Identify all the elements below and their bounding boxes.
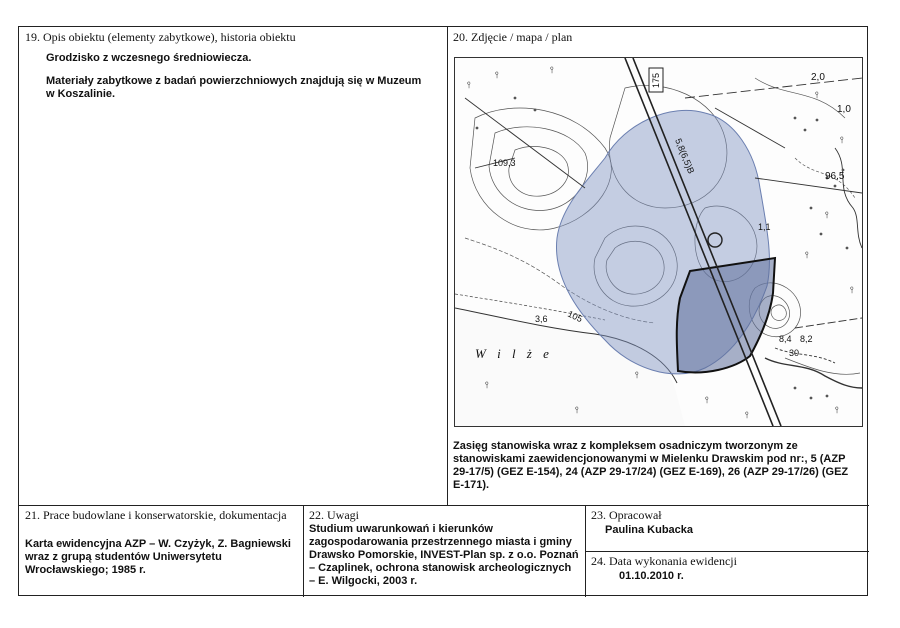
- author-heading: 23. Opracował: [591, 508, 662, 522]
- elevation-label: 96,5: [825, 171, 845, 182]
- documentation-cell: [19, 505, 303, 597]
- photo-map-cell: [447, 27, 869, 505]
- documentation-text: Karta ewidencyjna AZP – W. Czyżyk, Z. Bagniewski wraz z grupą studentów Uniwersytetu Wrocławskiego; 1985 r.: [25, 538, 291, 576]
- svg-text:⫯: ⫯: [485, 381, 489, 391]
- svg-text:⫯: ⫯: [835, 406, 839, 416]
- elevation-label: 1,1: [758, 222, 771, 232]
- elevation-label: 109,3: [493, 158, 516, 168]
- svg-text:⫯: ⫯: [550, 66, 554, 76]
- road-marks-label: 5,8(6,5)B: [673, 137, 697, 176]
- svg-text:⫯: ⫯: [575, 406, 579, 416]
- documentation-heading: 21. Prace budowlane i konserwatorskie, dokumentacja: [25, 508, 287, 522]
- elevation-label: 2,0: [811, 72, 825, 83]
- date-heading: 24. Data wykonania ewidencji: [591, 554, 737, 568]
- object-description-line2: Materiały zabytkowe z badań powierzchniowych znajdują się w Muzeum w Koszalinie.: [46, 75, 422, 100]
- photo-map-heading: 20. Zdjęcie / mapa / plan: [453, 30, 573, 44]
- svg-text:⫯: ⫯: [467, 81, 471, 91]
- record-card: [18, 26, 868, 596]
- svg-text:⫯: ⫯: [745, 411, 749, 421]
- svg-text:⫯: ⫯: [850, 286, 854, 296]
- svg-text:⫯: ⫯: [825, 211, 829, 221]
- record-date: 01.10.2010 r.: [619, 570, 684, 582]
- remarks-heading: 22. Uwagi: [309, 508, 359, 522]
- site-map-graphic: [455, 58, 862, 426]
- svg-text:⫯: ⫯: [805, 251, 809, 261]
- svg-text:⫯: ⫯: [495, 71, 499, 81]
- map-caption: Zasięg stanowiska wraz z kompleksem osadniczym tworzonym ze stanowiskami zaewidencjonowanymi w Mielenku Drawskim pod nr:, 5 (AZP 29-17/5) (GEZ E-154), 24 (AZP 29-17/24) (GEZ E-169), 26 (AZP 29-17/26) (GEZ E-171).: [453, 440, 849, 491]
- elevation-label: 8,4: [779, 334, 792, 344]
- road-number-label: 175: [651, 72, 661, 88]
- object-description-cell: [19, 27, 447, 505]
- remarks-cell: [303, 505, 585, 597]
- svg-text:⫯: ⫯: [815, 91, 819, 101]
- elevation-label: 3,6: [535, 314, 548, 324]
- elevation-label: 30: [789, 348, 800, 358]
- site-map: [454, 57, 863, 427]
- author-name: Paulina Kubacka: [605, 524, 694, 536]
- object-description-line1: Grodzisko z wczesnego średniowiecza.: [46, 52, 252, 64]
- stronghold-core: [677, 258, 775, 373]
- lake-name-label: W i l ż e: [475, 346, 553, 361]
- elevation-label: 8,2: [800, 334, 813, 344]
- elevation-label: 105: [566, 308, 585, 325]
- svg-text:⫯: ⫯: [840, 136, 844, 146]
- remarks-text: Studium uwarunkowań i kierunków zagospodarowania przestrzennego miasta i gminy Drawsko Pomorskie, INVEST-Plan sp. z o.o. Poznań – Czaplinek, ochrona stanowisk archeologicznych – E. Wilgocki, 2003 r.: [309, 523, 579, 587]
- svg-text:⫯: ⫯: [705, 396, 709, 406]
- svg-text:⫯: ⫯: [635, 371, 639, 381]
- elevation-label: 1,0: [837, 104, 851, 115]
- author-cell: [585, 505, 869, 551]
- date-cell: [585, 551, 869, 597]
- object-description-heading: 19. Opis obiektu (elementy zabytkowe), historia obiektu: [25, 30, 296, 44]
